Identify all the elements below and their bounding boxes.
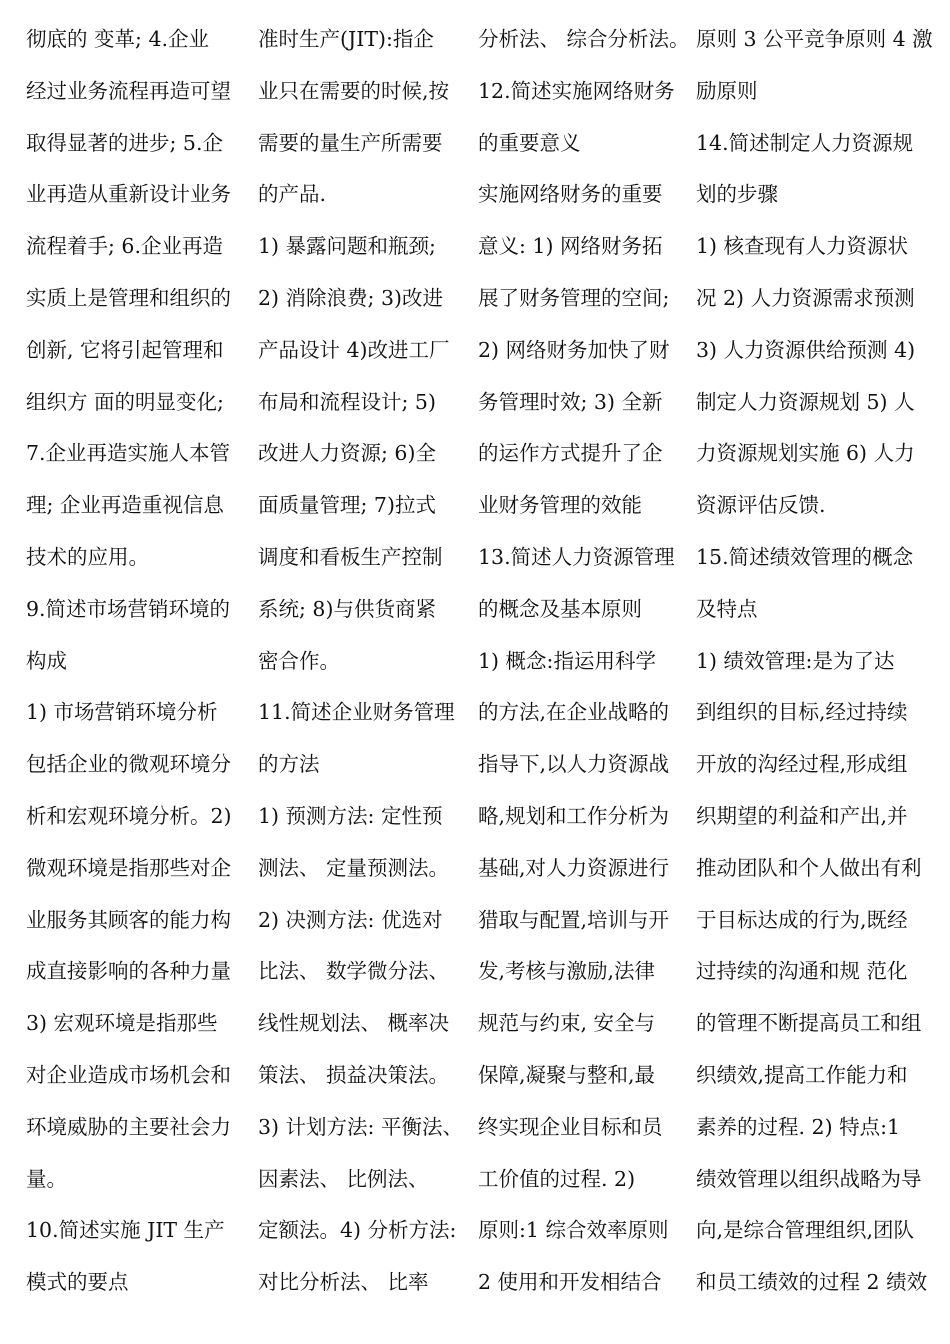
text-line: 1) 核查现有人力资源状 <box>696 234 909 259</box>
text-line: 技术的应用。 <box>26 544 149 569</box>
text-line: 资源评估反馈. <box>696 493 826 518</box>
text-line: 到组织的目标,经过持续 <box>696 700 908 725</box>
text-line: 素养的过程. 2) 特点:1 <box>696 1114 901 1139</box>
text-line: 规范与约束, 安全与 <box>478 1011 656 1036</box>
text-line: 业只在需要的时候,按 <box>258 78 450 103</box>
text-line: 调度和看板生产控制 <box>258 544 443 569</box>
text-line: 织期望的利益和产出,并 <box>696 803 908 828</box>
text-line: 猎取与配置,培训与开 <box>478 907 670 932</box>
text-line: 略,规划和工作分析为 <box>478 803 670 828</box>
text-line: 线性规划法、 概率决 <box>258 1011 450 1036</box>
text-line: 布局和流程设计; 5) <box>258 389 436 414</box>
text-line: 业服务其顾客的能力构 <box>26 907 231 932</box>
text-line: 定额法。4) 分析方法: <box>258 1218 457 1243</box>
text-line: 测法、 定量预测法。 <box>258 855 450 880</box>
text-line: 基础,对人力资源进行 <box>478 855 670 880</box>
text-line: 的运作方式提升了企 <box>478 441 663 466</box>
text-line: 实施网络财务的重要 <box>478 182 663 207</box>
text-line: 3) 计划方法: 平衡法、 <box>258 1114 463 1139</box>
text-line: 的重要意义 <box>478 130 581 155</box>
text-line: 析和宏观环境分析。2) <box>26 803 232 828</box>
text-line: 对比分析法、 比率 <box>258 1270 429 1295</box>
text-line: 过持续的沟通和规 范化 <box>696 959 908 984</box>
text-line: 3) 宏观环境是指那些 <box>26 1011 218 1036</box>
text-column-2 <box>258 14 484 1309</box>
text-line: 的管理不断提高员工和组 <box>696 1011 922 1036</box>
text-line: 模式的要点 <box>26 1270 129 1295</box>
text-line: 2) 网络财务加快了财 <box>478 337 670 362</box>
text-line: 创新, 它将引起管理和 <box>26 337 224 362</box>
text-line: 微观环境是指那些对企 <box>26 855 231 880</box>
text-line: 业财务管理的效能 <box>478 493 642 518</box>
text-line: 况 2) 人力资源需求预测 <box>696 285 915 310</box>
text-line: 终实现企业目标和员 <box>478 1114 663 1139</box>
text-line: 比法、 数学微分法、 <box>258 959 450 984</box>
text-line: 14.简述制定人力资源规 <box>696 130 914 155</box>
text-line: 1) 暴露问题和瓶颈; <box>258 234 436 259</box>
text-line: 分析法、 综合分析法。 <box>478 27 690 51</box>
text-line: 15.简述绩效管理的概念 <box>696 544 914 569</box>
text-line: 12.简述实施网络财务 <box>478 78 675 103</box>
text-line: 励原则 <box>696 78 758 103</box>
text-column-4 <box>696 14 934 1309</box>
text-line: 1) 预测方法: 定性预 <box>258 803 443 828</box>
text-line: 1) 市场营销环境分析 <box>26 700 218 725</box>
text-line: 因素法、 比例法、 <box>258 1166 429 1191</box>
text-line: 织绩效,提高工作能力和 <box>696 1062 908 1087</box>
text-line: 发,考核与激励,法律 <box>478 959 656 984</box>
text-line: 7.企业再造实施人本管 <box>26 441 231 466</box>
text-line: 指导下,以人力资源战 <box>478 752 670 777</box>
text-line: 原则:1 综合效率原则 <box>478 1218 669 1243</box>
text-line: 环境威胁的主要社会力 <box>26 1114 231 1139</box>
text-line: 2) 决测方法: 优选对 <box>258 907 443 932</box>
text-column-3 <box>478 14 704 1309</box>
text-line: 1) 绩效管理:是为了达 <box>696 648 895 673</box>
text-line: 2 使用和开发相结合 <box>478 1270 662 1295</box>
text-line: 13.简述人力资源管理 <box>478 544 675 569</box>
text-line: 需要的量生产所需要 <box>258 130 443 155</box>
text-line: 保障,凝聚与整和,最 <box>478 1062 656 1087</box>
text-line: 划的步骤 <box>696 182 778 207</box>
text-column-1 <box>26 14 252 1309</box>
text-line: 理; 企业再造重视信息 <box>26 493 224 518</box>
text-line: 展了财务管理的空间; <box>478 285 670 310</box>
text-line: 准时生产(JIT):指企 <box>258 27 434 51</box>
text-line: 意义: 1) 网络财务拓 <box>478 234 663 259</box>
text-line: 开放的沟经过程,形成组 <box>696 752 908 777</box>
text-line: 2) 消除浪费; 3)改进 <box>258 285 444 310</box>
text-line: 力资源规划实施 6) 人力 <box>696 441 915 466</box>
text-line: 和员工绩效的过程 2 绩效 <box>696 1270 928 1295</box>
text-line: 及特点 <box>696 596 758 621</box>
text-line: 的产品. <box>258 182 327 207</box>
text-line: 对企业造成市场机会和 <box>26 1062 231 1087</box>
text-line: 的方法 <box>258 752 320 777</box>
text-line: 于目标达成的行为,既经 <box>696 907 908 932</box>
text-line: 业再造从重新设计业务 <box>26 182 231 207</box>
text-line: 实质上是管理和组织的 <box>26 285 231 310</box>
text-line: 策法、 损益决策法。 <box>258 1062 450 1087</box>
text-line: 组织方 面的明显变化; <box>26 389 224 414</box>
text-line: 10.简述实施 JIT 生产 <box>26 1218 225 1243</box>
text-line: 3) 人力资源供给预测 4) <box>696 337 916 362</box>
text-line: 产品设计 4)改进工厂 <box>258 337 450 362</box>
text-line: 工价值的过程. 2) <box>478 1166 636 1191</box>
text-line: 11.简述企业财务管理 <box>258 700 455 725</box>
text-line: 彻底的 变革; 4.企业 <box>26 27 209 51</box>
text-line: 改进人力资源; 6)全 <box>258 441 436 466</box>
text-line: 系统; 8)与供货商紧 <box>258 596 436 621</box>
text-line: 成直接影响的各种力量 <box>26 959 231 984</box>
text-line: 构成 <box>26 648 67 673</box>
text-line: 流程着手; 6.企业再造 <box>26 234 223 259</box>
text-line: 推动团队和个人做出有利 <box>696 855 922 880</box>
text-line: 的方法,在企业战略的 <box>478 700 670 725</box>
text-line: 向,是综合管理组织,团队 <box>696 1218 915 1243</box>
text-line: 9.简述市场营销环境的 <box>26 596 231 621</box>
text-line: 1) 概念:指运用科学 <box>478 648 656 673</box>
text-line: 原则 3 公平竞争原则 4 激 <box>696 27 933 51</box>
text-line: 密合作。 <box>258 648 340 673</box>
text-line: 经过业务流程再造可望 <box>26 78 231 103</box>
text-line: 制定人力资源规划 5) 人 <box>696 389 915 414</box>
text-line: 包括企业的微观环境分 <box>26 752 231 777</box>
text-line: 取得显著的进步; 5.企 <box>26 130 223 155</box>
text-line: 务管理时效; 3) 全新 <box>478 389 663 414</box>
text-line: 量。 <box>26 1166 67 1191</box>
text-line: 绩效管理以组织战略为导 <box>696 1166 922 1191</box>
text-line: 面质量管理; 7)拉式 <box>258 493 436 518</box>
text-line: 的概念及基本原则 <box>478 596 642 621</box>
